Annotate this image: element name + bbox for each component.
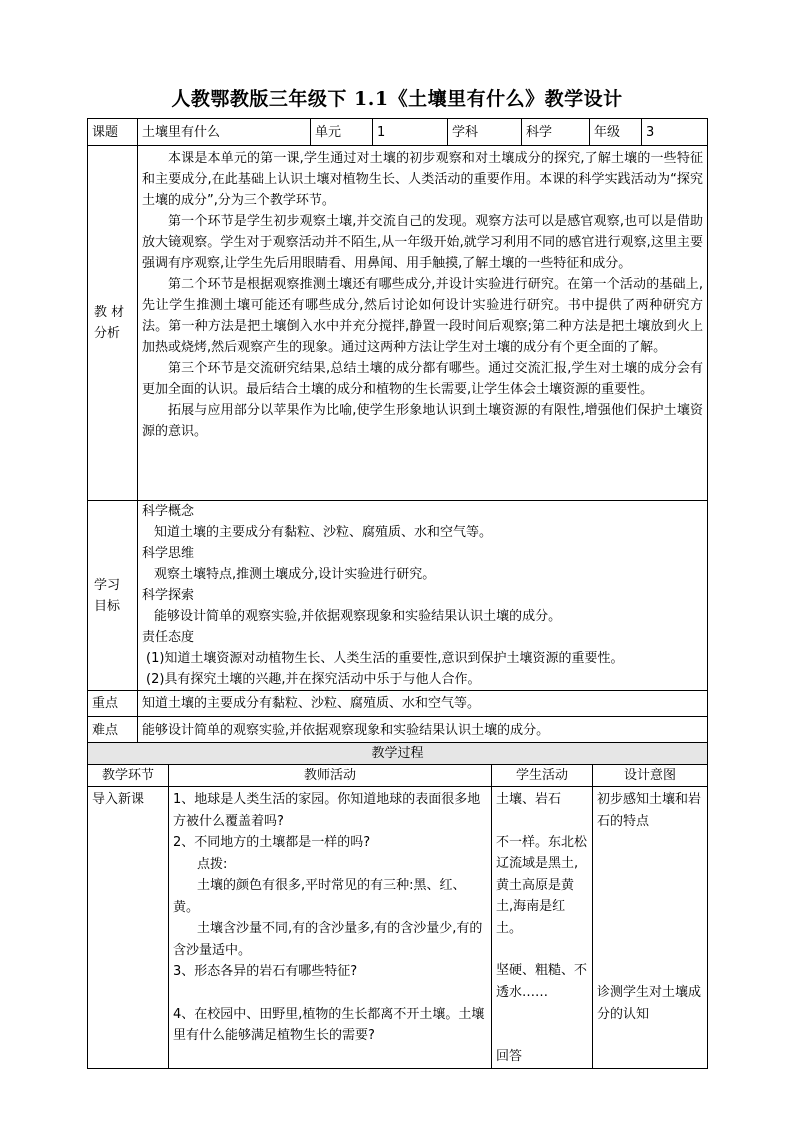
goals-content: [138, 501, 708, 691]
concept-heading: 科学概念: [142, 504, 195, 519]
teacher-hint-color: 土壤的颜色有很多,平时常见的有三种:黑、红、黄。: [173, 878, 466, 915]
analysis-paragraph: 拓展与应用部分以苹果作为比喻,使学生形象地认识到土壤资源的有限性,增强他们保护土壤资源的意识。: [142, 403, 703, 439]
grade-label: 年级: [590, 119, 642, 146]
goals-label: 学习 目标: [88, 501, 138, 691]
analysis-paragraph: 第三个环节是交流研究结果,总结土壤的成分都有哪些。通过交流汇报,学生对土壤的成分会有更加全面的认识。最后结合土壤的成分和植物的生长需要,让学生体会土壤资源的重要性。: [142, 361, 703, 397]
col-stage-header: 教学环节: [88, 765, 169, 787]
subject-label: 学科: [448, 119, 522, 146]
analysis-paragraph: 第二个环节是根据观察推测土壤还有哪些成分,并设计实验进行研究。在第一个活动的基础上,先让学生推测土壤可能还有哪些成分,然后讨论如何设计实验进行研究。书中提供了两种研究方法。第一种方法是把土壤倒入水中并充分搅拌,静置一段时间后观察;第二种方法是把土壤放到火上加热或烧烤,然后观察产生的现象。通过这两种方法让学生对土壤的成分有个更全面的了解。: [142, 277, 703, 355]
explore-text: 能够设计简单的观察实验,并依据观察现象和实验结果认识土壤的成分。: [154, 609, 562, 624]
course-value: 土壤里有什么: [138, 119, 311, 146]
analysis-paragraph: 第一个环节是学生初步观察土壤,并交流自己的发现。观察方法可以是感官观察,也可以是借助放大镜观察。学生对于观察活动并不陌生,从一年级开始,就学习利用不同的感官进行观察,这里主要强调有序观察,让学生先后用眼睛看、用鼻闻、用手触摸,了解土壤的一些特征和成分。: [142, 214, 703, 271]
key-point-label: 重点: [88, 691, 138, 717]
stage-cell: 导入新课: [88, 787, 169, 1069]
page-title: 人教鄂教版三年级下 1.1《土壤里有什么》教学设计: [171, 88, 623, 110]
teacher-hint: 点拨:: [197, 856, 228, 872]
intent-4: 诊测学生对土壤成分的认知: [597, 985, 702, 1022]
teacher-hint-sand: 土壤含沙量不同,有的含沙量多,有的含沙量少,有的含沙量适中。: [173, 921, 483, 958]
concept-text: 知道土壤的主要成分有黏粒、沙粒、腐殖质、水和空气等。: [154, 525, 493, 540]
unit-label: 单元: [311, 119, 373, 146]
student-answer-4: 回答: [496, 1049, 523, 1064]
teacher-question-4: 4、在校园中、田野里,植物的生长都离不开土壤。土壤里有什么能够满足植物生长的需要?: [173, 1006, 485, 1043]
subject-value: 科学: [522, 119, 590, 146]
teacher-question-3: 3、形态各异的岩石有哪些特征?: [173, 964, 358, 979]
col-intent-header: 设计意图: [593, 765, 708, 787]
grade-value: 3: [642, 119, 708, 146]
col-student-header: 学生活动: [492, 765, 593, 787]
student-answer-1: 土壤、岩石: [496, 792, 562, 807]
teacher-question-1: 1、地球是人类生活的家园。你知道地球的表面很多地方被什么覆盖着吗?: [173, 792, 481, 829]
difficulty-label: 难点: [88, 717, 138, 745]
unit-value: 1: [373, 119, 448, 146]
teacher-activity: [169, 787, 492, 1069]
teacher-question-2: 2、不同地方的土壤都是一样的吗?: [173, 835, 371, 850]
process-header: 教学过程: [88, 743, 708, 765]
student-activity: [492, 787, 593, 1069]
course-label: 课题: [88, 119, 138, 146]
analysis-paragraph: 本课是本单元的第一课,学生通过对土壤的初步观察和对土壤成分的探究,了解土壤的一些特征和主要成分,在此基础上认识土壤对植物生长、人类活动的重要作用。本课的科学实践活动为“探究土壤的成分”,分为三个教学环节。: [142, 151, 703, 208]
explore-heading: 科学探索: [142, 588, 195, 603]
intent-1: 初步感知土壤和岩石的特点: [597, 792, 702, 829]
analysis-content: [138, 146, 708, 501]
design-intent: [593, 787, 708, 1069]
difficulty-text: 能够设计简单的观察实验,并依据观察现象和实验结果认识土壤的成分。: [138, 717, 708, 745]
process-table: [87, 742, 708, 1069]
student-answer-2: 不一样。东北松辽流域是黑土,黄土高原是黄土,海南是红土。: [496, 834, 588, 936]
attitude-heading: 责任态度: [142, 630, 195, 645]
attitude-item-1: (1)知道土壤资源对动植物生长、人类生活的重要性,意识到保护土壤资源的重要性。: [146, 651, 624, 666]
key-point-text: 知道土壤的主要成分有黏粒、沙粒、腐殖质、水和空气等。: [138, 691, 708, 717]
thinking-text: 观察土壤特点,推测土壤成分,设计实验进行研究。: [154, 567, 436, 582]
student-answer-3: 坚硬、粗糙、不透水……: [496, 963, 588, 1000]
thinking-heading: 科学思维: [142, 546, 195, 561]
analysis-label: 教 材 分析: [88, 146, 138, 501]
col-teacher-header: 教师活动: [169, 765, 492, 787]
info-table: [87, 118, 708, 745]
attitude-item-2: (2)具有探究土壤的兴趣,并在探究活动中乐于与他人合作。: [146, 672, 481, 687]
